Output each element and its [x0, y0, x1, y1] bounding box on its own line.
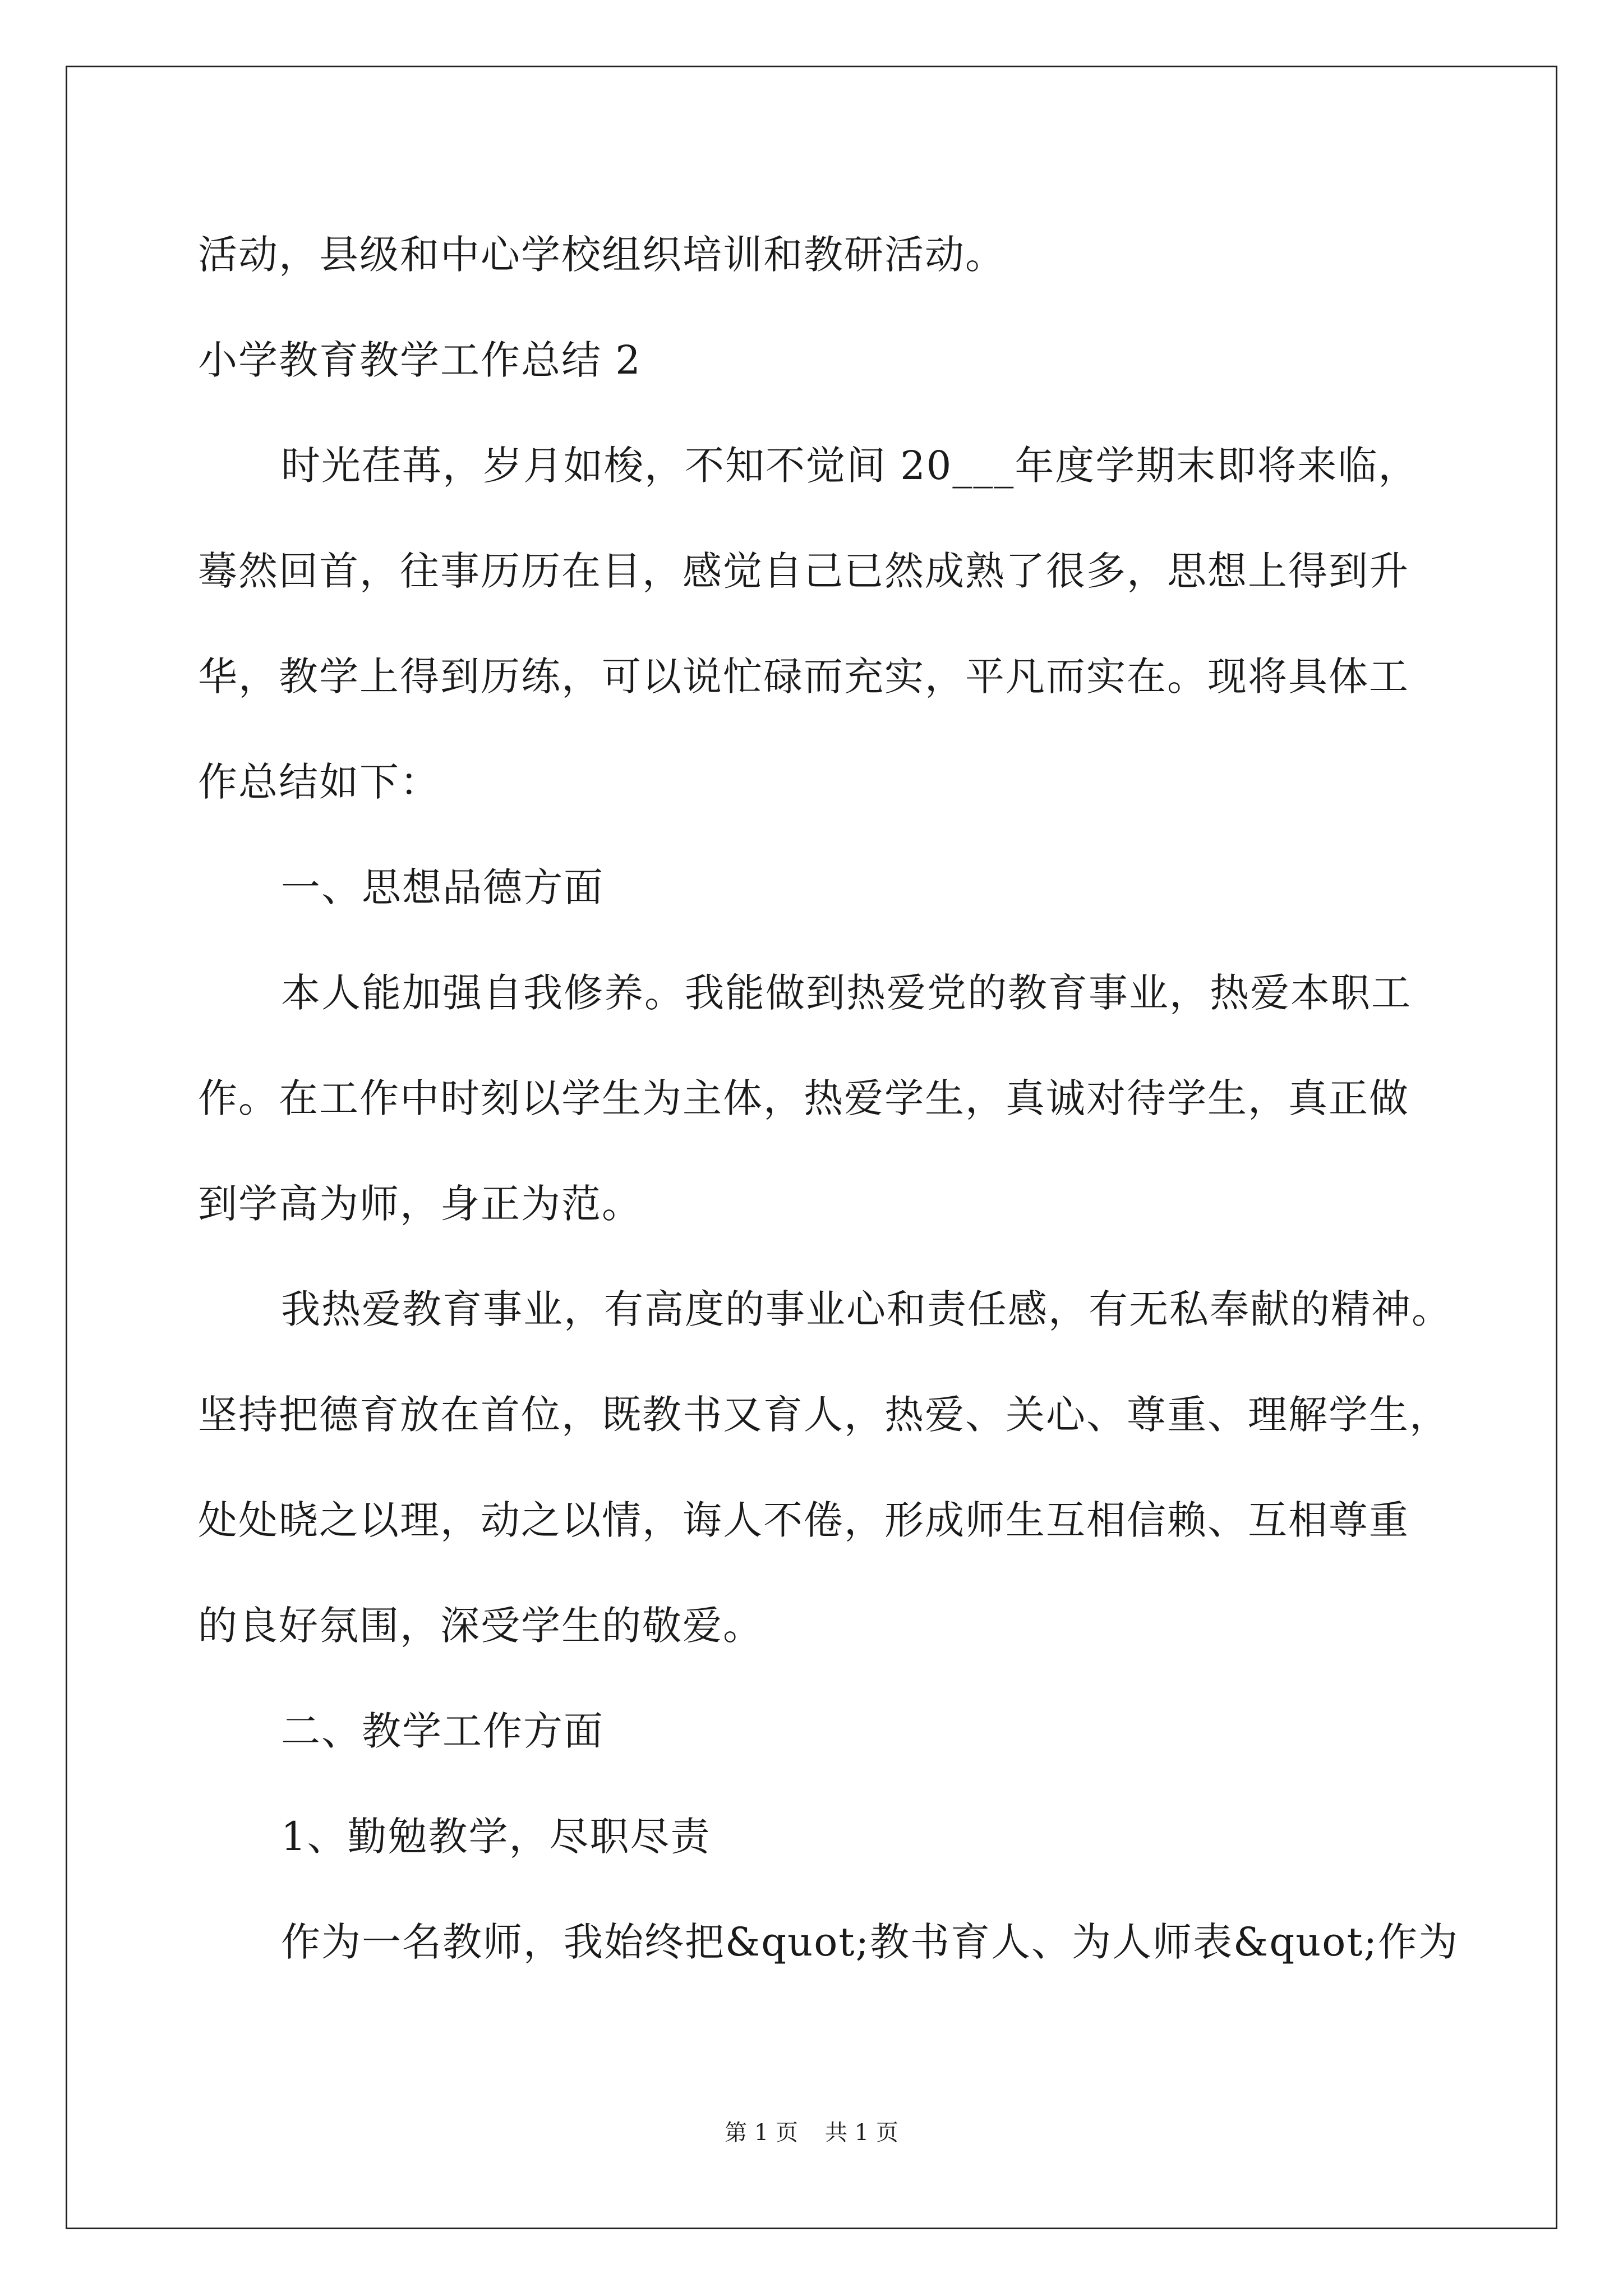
text-line: 作为一名教师，我始终把&quot;教书育人、为人师表&quot;作为	[281, 1919, 1459, 1965]
section-heading: 二、教学工作方面	[281, 1708, 604, 1754]
text-line: 处处晓之以理，动之以情，诲人不倦，形成师生互相信赖、互相尊重	[198, 1497, 1409, 1543]
section-heading: 一、思想品德方面	[281, 864, 604, 910]
section-title: 小学教育教学工作总结 2	[198, 337, 642, 383]
subsection-heading: 1、勤勉教学，尽职尽责	[281, 1814, 711, 1860]
text-line: 的良好氛围，深受学生的敬爱。	[198, 1603, 763, 1649]
text-line: 蓦然回首，往事历历在目，感觉自己已然成熟了很多，思想上得到升	[198, 548, 1409, 594]
text-line: 本人能加强自我修养。我能做到热爱党的教育事业，热爱本职工	[281, 970, 1412, 1016]
text-line: 我热爱教育事业，有高度的事业心和责任感，有无私奉献的精神。	[281, 1286, 1452, 1332]
text-line: 作总结如下：	[198, 759, 440, 805]
text-line: 到学高为师，身正为范。	[198, 1181, 642, 1227]
text-line: 活动，县级和中心学校组织培训和教研活动。	[198, 232, 1006, 278]
page-footer	[0, 2115, 1623, 2147]
document-body	[198, 202, 1460, 1995]
text-line: 华，教学上得到历练，可以说忙碌而充实，平凡而实在。现将具体工	[198, 654, 1409, 700]
text-line: 时光荏苒，岁月如梭，不知不觉间 20___年度学期末即将来临，	[281, 443, 1419, 489]
page-total: 共 1 页	[825, 2120, 898, 2146]
text-line: 坚持把德育放在首位，既教书又育人，热爱、关心、尊重、理解学生，	[198, 1392, 1450, 1438]
page-number: 第 1 页	[725, 2120, 798, 2146]
text-line: 作。在工作中时刻以学生为主体，热爱学生，真诚对待学生，真正做	[198, 1075, 1409, 1121]
